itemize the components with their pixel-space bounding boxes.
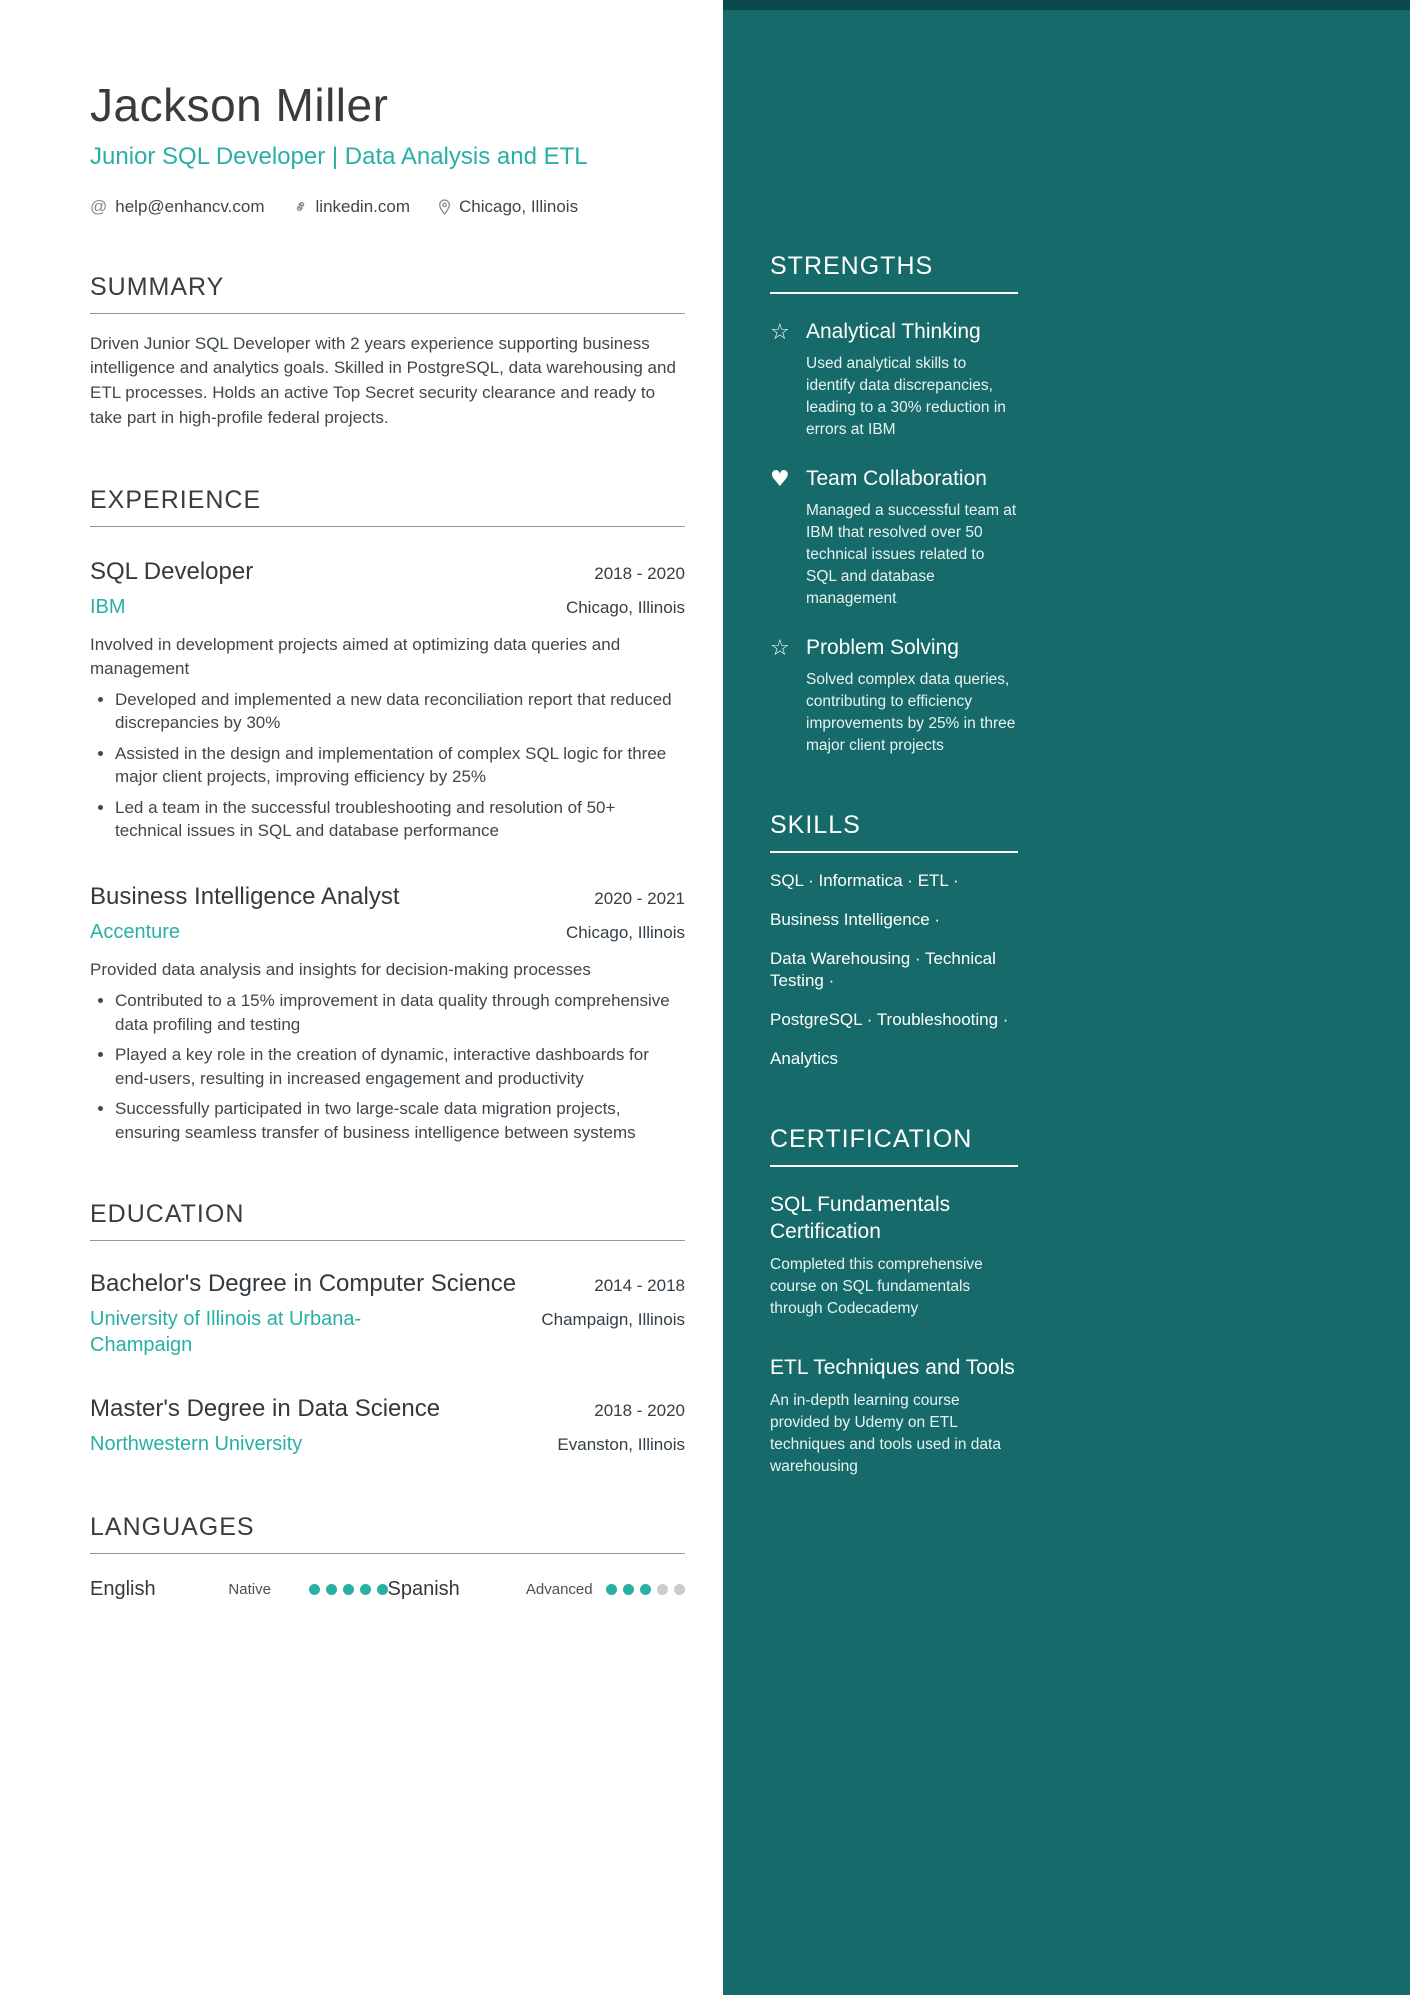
degree-title: Bachelor's Degree in Computer Science xyxy=(90,1269,517,1297)
job-description: Provided data analysis and insights for decision-making processes xyxy=(90,960,591,980)
certification-item xyxy=(770,1191,1018,1321)
star-icon: ☆ xyxy=(770,320,790,345)
experience-heading: EXPERIENCE xyxy=(90,486,685,527)
proficiency-dot xyxy=(309,1584,320,1595)
certification-item xyxy=(770,1354,1018,1478)
certification-title: ETL Techniques and Tools xyxy=(770,1356,1015,1380)
star-icon: ☆ xyxy=(770,636,790,661)
proficiency-dot xyxy=(657,1584,668,1595)
languages-section xyxy=(90,1513,685,1601)
strengths-heading: STRENGTHS xyxy=(770,252,1018,294)
summary-section xyxy=(90,273,685,431)
experience-entry xyxy=(90,882,685,1144)
strength-title: Analytical Thinking xyxy=(806,320,981,343)
languages-row xyxy=(90,1578,685,1601)
person-headline: Junior SQL Developer | Data Analysis and ETL xyxy=(90,142,588,170)
job-location: Chicago, Illinois xyxy=(565,598,685,618)
job-role: SQL Developer xyxy=(90,558,254,586)
proficiency-dot xyxy=(377,1584,388,1595)
education-entry xyxy=(90,1394,685,1457)
linkedin-link[interactable] xyxy=(293,197,411,217)
sidebar-content xyxy=(770,252,1018,1478)
person-name: Jackson Miller xyxy=(90,79,389,131)
location-item xyxy=(438,197,578,217)
link-icon xyxy=(293,199,308,214)
strength-title: Team Collaboration xyxy=(806,467,987,490)
certification-heading: CERTIFICATION xyxy=(770,1125,1018,1167)
education-heading: EDUCATION xyxy=(90,1200,685,1241)
language-proficiency-dots xyxy=(309,1584,388,1595)
experience-entry xyxy=(90,557,685,842)
proficiency-dot xyxy=(343,1584,354,1595)
skills-heading: SKILLS xyxy=(770,811,1018,853)
linkedin-text: linkedin.com xyxy=(315,196,411,216)
location-text: Chicago, Illinois xyxy=(459,196,579,216)
job-description: Involved in development projects aimed at optimizing data queries and management xyxy=(90,635,621,678)
strength-item xyxy=(770,467,1018,610)
skill-line: PostgreSQL · Troubleshooting · xyxy=(770,1010,1009,1030)
job-bullet: • Played a key role in the creation of dynamic, interactive dashboards for end-users, resulting in increased engagement and productivity xyxy=(115,1043,685,1090)
job-dates: 2018 - 2020 xyxy=(594,564,685,584)
contact-row xyxy=(90,197,685,217)
job-dates: 2020 - 2021 xyxy=(594,889,685,909)
education-entry xyxy=(90,1269,685,1358)
experience-section xyxy=(90,486,685,1144)
proficiency-dot xyxy=(606,1584,617,1595)
certification-section xyxy=(770,1125,1018,1479)
proficiency-dot xyxy=(623,1584,634,1595)
job-location: Chicago, Illinois xyxy=(565,923,685,943)
certification-text: An in-depth learning course provided by Udemy on ETL techniques and tools used in data warehousing xyxy=(770,1392,1001,1476)
education-location: Champaign, Illinois xyxy=(541,1309,685,1329)
at-sign-icon: @ xyxy=(90,196,108,216)
language-level: Native xyxy=(228,1580,271,1598)
job-bullet: • Developed and implemented a new data reconciliation report that reduced discrepancies by 30% xyxy=(115,688,685,735)
language-proficiency-dots xyxy=(606,1584,685,1595)
job-company: IBM xyxy=(90,596,126,619)
skill-line: Business Intelligence · xyxy=(770,910,941,930)
email-text: help@enhancv.com xyxy=(115,196,265,216)
skill-line: Analytics xyxy=(770,1049,839,1069)
degree-title: Master's Degree in Data Science xyxy=(90,1394,441,1422)
job-bullets xyxy=(90,688,685,843)
skill-line: Data Warehousing · Technical Testing · xyxy=(770,949,996,991)
proficiency-dot xyxy=(674,1584,685,1595)
language-level: Advanced xyxy=(525,1580,593,1598)
certification-title: SQL Fundamentals Certification xyxy=(770,1192,951,1243)
strength-item xyxy=(770,320,1018,441)
skills-section xyxy=(770,811,1018,1071)
job-bullet: • Contributed to a 15% improvement in data quality through comprehensive data profiling and testing xyxy=(115,989,685,1036)
strength-item xyxy=(770,636,1018,757)
strength-text: Solved complex data queries, contributing to efficiency improvements by 25% in three major client projects xyxy=(806,671,1016,754)
school-name: University of Illinois at Urbana-Champaign xyxy=(90,1307,362,1356)
summary-heading: SUMMARY xyxy=(90,273,685,314)
education-dates: 2018 - 2020 xyxy=(594,1400,685,1420)
language-name: English xyxy=(90,1577,156,1600)
education-dates: 2014 - 2018 xyxy=(594,1275,685,1295)
email-link[interactable] xyxy=(90,197,265,217)
job-role: Business Intelligence Analyst xyxy=(90,883,400,911)
strength-text: Managed a successful team at IBM that resolved over 50 technical issues related to SQL and database management xyxy=(806,502,1017,607)
certification-text: Completed this comprehensive course on SQL fundamentals through Codecademy xyxy=(770,1256,983,1318)
job-bullets xyxy=(90,989,685,1144)
summary-text: Driven Junior SQL Developer with 2 years experience supporting business intelligence and analytics goals. Skilled in PostgreSQL, data warehousing and ETL processes. Holds an active Top Secret security clearance and ready to take part in high-profile federal projects. xyxy=(90,333,676,427)
job-bullet: • Assisted in the design and implementation of complex SQL logic for three major client projects, improving efficiency by 25% xyxy=(115,742,685,789)
sidebar-top-strip xyxy=(723,0,1410,10)
education-location: Evanston, Illinois xyxy=(557,1434,685,1454)
language-name: Spanish xyxy=(387,1577,460,1600)
job-bullet: • Successfully participated in two large-scale data migration projects, ensuring seamless transfer of business intelligence between systems xyxy=(115,1097,685,1144)
skill-line: SQL · Informatica · ETL · xyxy=(770,871,959,890)
sidebar xyxy=(723,0,1410,1995)
location-pin-icon xyxy=(438,199,451,215)
strengths-section xyxy=(770,252,1018,757)
strength-text: Used analytical skills to identify data discrepancies, leading to a 30% reduction in errors at IBM xyxy=(806,355,1006,438)
proficiency-dot xyxy=(640,1584,651,1595)
job-company: Accenture xyxy=(90,921,181,944)
school-name: Northwestern University xyxy=(90,1432,303,1455)
languages-heading: LANGUAGES xyxy=(90,1513,685,1554)
strength-title: Problem Solving xyxy=(806,636,959,659)
language-item xyxy=(90,1578,388,1601)
education-section xyxy=(90,1200,685,1457)
proficiency-dot xyxy=(326,1584,337,1595)
heart-icon: ♥ xyxy=(770,467,790,492)
proficiency-dot xyxy=(360,1584,371,1595)
language-item xyxy=(388,1578,686,1601)
job-bullet: • Led a team in the successful troubleshooting and resolution of 50+ technical issues in SQL and database performance xyxy=(115,796,685,843)
